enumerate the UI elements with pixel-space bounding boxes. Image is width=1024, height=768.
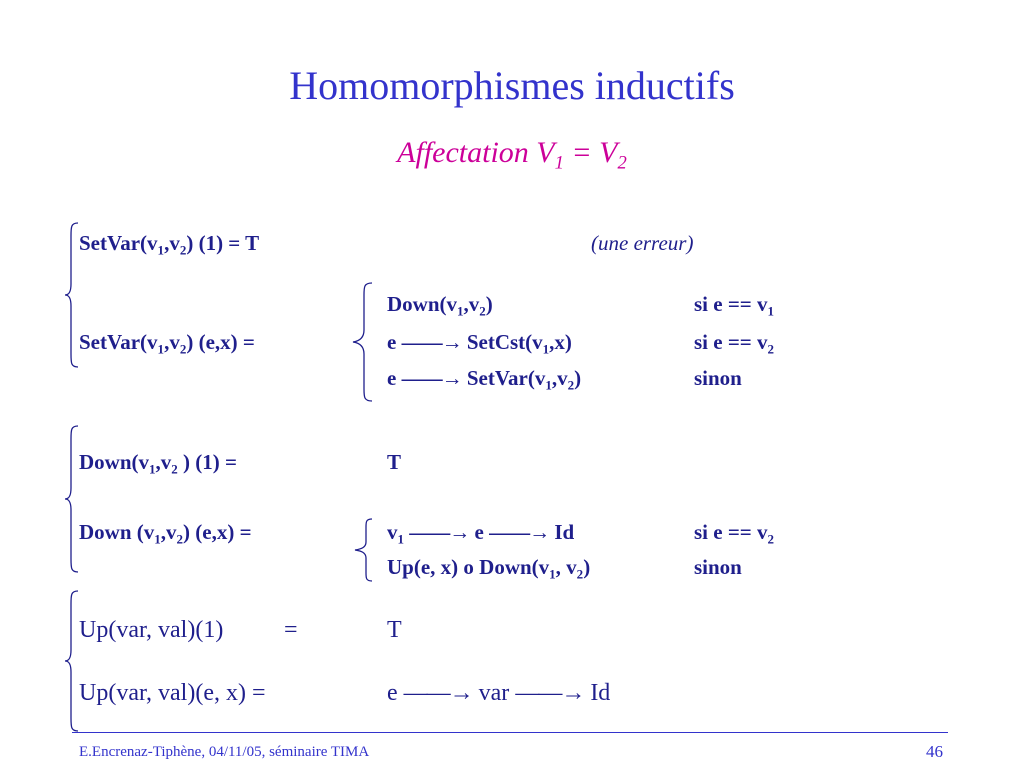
arrow-icon: ——→	[403, 680, 473, 706]
setvar-line-1: $SetVar(v_1,v_2) (1) = T$	[79, 231, 260, 258]
up-line-1-eq: =	[284, 617, 298, 643]
down-line-1-rhs: T	[387, 450, 402, 474]
setvar-cond-3: sinon	[694, 366, 742, 390]
arrow-icon: ——→	[409, 520, 470, 544]
down-cond-2: sinon	[694, 555, 742, 579]
down-line-1: $Down(v_1,v_2$ ) (1) =	[79, 450, 237, 477]
down-cond-1: si $e == v_2$	[694, 520, 775, 547]
setvar-case-3: e ——→ $SetVar(v_1,v_2)$	[387, 366, 582, 393]
arrow-icon: ——→	[401, 366, 462, 390]
setvar-cond-1: si $e == v_1$	[694, 292, 775, 319]
setvar-case-1: $Down(v_1,v_2)$	[387, 292, 493, 319]
down-cases-brace	[354, 518, 374, 582]
setvar-line-2: $SetVar(v_1,v_2) (e,x)$ =	[79, 330, 255, 357]
setvar-cases-brace	[352, 282, 374, 402]
footer-rule	[72, 732, 948, 733]
down-line-2: Down $(v_1,v_2) (e,x)$ =	[79, 520, 252, 547]
down-brace	[64, 425, 80, 573]
up-line-2-rhs: e ——→ var ——→ Id	[387, 680, 611, 706]
page-number: 46	[926, 742, 943, 761]
footer-text: E.Encrenaz-Tiphène, 04/11/05, séminaire TIMA	[79, 744, 370, 760]
setvar-brace	[64, 222, 80, 368]
slide-subtitle: Affectation $V_1 = V_2$	[397, 136, 627, 174]
arrow-icon: ——→	[401, 330, 462, 354]
down-case-2: Up(e, x) o $Down(v_1$, $v_2$)	[387, 555, 591, 582]
setvar-cond-2: si $e == v_2$	[694, 330, 775, 357]
arrow-icon: ——→	[489, 520, 550, 544]
down-case-1: $v_1$ ——→ e ——→ Id	[387, 520, 575, 547]
up-line-1-lhs: Up(var, val)(1)	[79, 617, 224, 643]
up-line-2-lhs: Up(var, val)(e, x) =	[79, 680, 266, 706]
error-note: (une erreur)	[591, 231, 694, 255]
up-brace	[64, 590, 80, 732]
slide-title: Homomorphismes inductifs	[289, 63, 735, 108]
arrow-icon: ——→	[515, 680, 585, 706]
up-line-1-rhs: T	[387, 617, 402, 643]
setvar-case-2: e ——→ $SetCst(v_1,x)$	[387, 330, 572, 357]
